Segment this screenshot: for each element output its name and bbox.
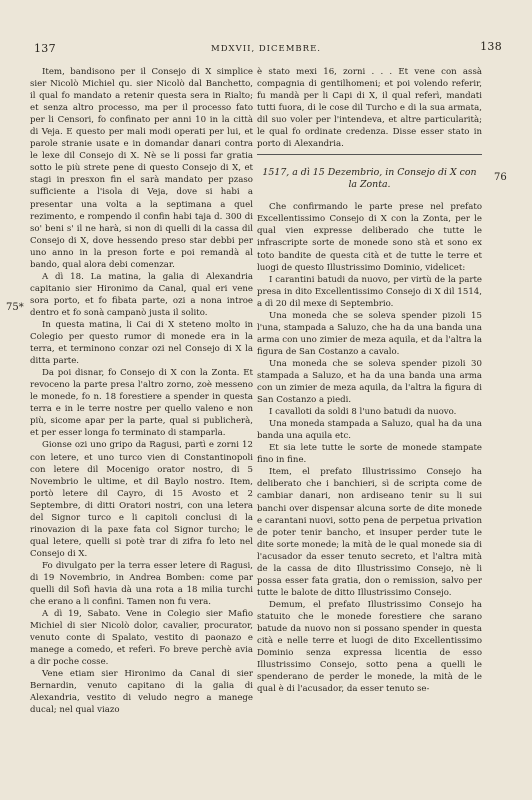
left-page-number: 137 (34, 42, 56, 55)
paragraph: Et sia lete tutte le sorte de monede stampate fino in fine. (257, 443, 482, 466)
paragraph: Da poi disnar, fo Consejo di X con la Zonta. Et revoceno la parte presa l'altro zorno, zoè messeno le monede, fo n. 18 forestiere a spender in questa terra e in le terre nostre per quello valeno e non più, sicome apar per la parte, qual si publicherà, et per esser longa fo terminato di stamparla. (30, 368, 253, 439)
section-divider (257, 154, 482, 155)
paragraph: Una moneda che se soleva spender pizoli 30 stampada a Saluzo, et ha da una banda una arma con un zimier de meza aquila, da l'altra la figura di San Costanzo a piedi. (257, 358, 482, 406)
right-margin-note: 76 (494, 172, 507, 183)
paragraph: Demum, el prefato Illustrissimo Consejo ha statuito che le monede forestiere che sarano batude da nuovo non si possano spender in questa cità e nelle terre et luogi de dito Excellentissimo Dominio senza expressa licentia de esso Illustrissimo Consejo, sotto pena a quelli le spenderano de perder le monede, la mità de le qual è di l'acusador, da esser tenuto se- (257, 599, 482, 695)
left-margin-note: 75* (6, 302, 24, 313)
paragraph: Vene etiam sier Hironimo da Canal di sier Bernardin, venuto capitano di la galia di Alexandria, vestito di veludo negro a manege ducal; nel qual viazo (30, 669, 253, 716)
paragraph: Fo divulgato per la terra esser letere di Ragusi, di 19 Novembrio, in Andrea Bomben: come par quelli dil Sofì havia dà una rota a 18 milia turchi che erano a li confini. Tamen non fu vera. (30, 560, 253, 608)
paragraph: A dì 18. La matina, la galia di Alexandria capitanio sier Hironimo da Canal, qual eri vene sora porto, et fo fibata parte, ozi a nona introe dentro et fo sonà campanò justa il solito. (30, 271, 253, 318)
paragraph: Che confirmando le parte prese nel prefato Excellentissimo Consejo di X con la Zonta, per le qual vien expresse deliberado che tutte le infrascripte sorte de monede sono stà et sono ex toto bandite de questa cità et de tutte le terre et luogi de questo Illustrissimo Dominio, videlicet: (257, 202, 482, 273)
right-column (257, 66, 482, 695)
paragraph: Una moneda stampada a Saluzo, qual ha da una banda una aquila etc. (257, 419, 482, 442)
paragraph: I carantini batudi da nuovo, per virtù de la parte presa in dito Excellentissimo Consejo di X dil 1514, a dì 20 dil mexe di Septembrio. (257, 274, 482, 309)
paragraph: Item, bandisono per il Consejo di X simplice sier Nicolò Michiel qu. sier Nicolò dal Banchetto, il qual fo mandato a retenir questa sera in Rialto; et senza altro processo, ma per il processo fato per li Censori, fo confinato per anni 10 in la città di Veja. E questo per mali modi operati per lui, et parole stranie usate e in domandar danari contra le lexe dil Consejo di X. Nè se li possi far gratia sotto le più strete pene di questo Consejo di X, et stagi in presxon fin el sarà mandato per pzaso sufficiente a l'isola di Veja, dove si habi a presentar una volta a la septimana a quel rezimento, e rompendo il confin habi taja d. 300 di so' beni s' il ne harà, si non di quelli di la cassa dil Consejo di X, dove hessendo preso star debbi per uno anno in la preson forte e poi remandà al bando, qual alora debi comenzar. (30, 67, 253, 270)
paragraph: Una moneda che se soleva spender pizoli 15 l'una, stampada a Saluzo, che ha da una banda una arma con uno zimier de meza aquila, et da l'altra la figura de San Costanzo a cavalo. (257, 310, 482, 357)
paragraph: I cavalloti da soldi 8 l'uno batudi da nuovo. (269, 407, 457, 418)
right-page-number: 138 (480, 40, 502, 53)
paragraph: Gionse ozi uno gripo da Ragusi, partì e zorni 12 con letere, et uno turco vien di Constantinopoli con letere dil Mocenigo orator nostro, di 5 Novembrio le ultime, et dil Baylo nostro. Item, portò letere dil Cayro, di 15 Avosto et 2 Septembre, di ditti Oratori nostri, con una letera del Signor turco e li capitoli conclusi di la rinovazion di la paxe fata col Signor turcho; le qual letere, quelli si potè trar di zifra fo leto nel Consejo di X. (30, 440, 253, 559)
paragraph: Item, el prefato Illustrissimo Consejo ha deliberato che i banchieri, sì de scripta come de cambiar danari, non ardiseano tenir su li sui banchi over dispensar alcuna sorte de dite monede e carantani nuovi, sotto pena de perpetua privation de poter tenir bancho, et insuper perder tute le dite sorte monede; la mità de le qual monede sia di l'acusador da esser tenuto secreto, et l'altra mità de la cassa de dito Illustrissimo Consejo, nè li possa esser fata gratia, don o remission, salvo per tutte le balote de ditto Illustrissimo Consejo. (257, 467, 482, 598)
paragraph: A dì 19, Sabato. Vene in Colegio sier Mafio Michiel di sier Nicolò dolor, cavalier, procurator, venuto conte di Spalato, vestito di paonazo e manege a comedo, et referì. Fo breve perchè avia a dir poche cosse. (30, 609, 253, 668)
section-heading: 1517, a dì 15 Dezembrio, in Consejo di X con la Zonta. (262, 167, 477, 191)
running-header-title: MDXVII, DICEMBRE. (211, 44, 321, 54)
left-column (30, 66, 253, 717)
paragraph: è stato mexi 16, zorni . . . Et vene con assà compagnia di gentilhomeni; et poi volendo referir, fu mandà per li Capi di X, il qual referì, mandati tutti fuora, di le cose dil Turcho e di la sua armata, dil suo voler per l'intendeva, et altre particularità; le qual fo ordinate credenza. Disse esser stato in porto di Alexandria. (257, 67, 482, 150)
paragraph: In questa matina, li Cai di X steteno molto in Colegio per questo rumor di monede era in la terra, et terminono conzar ozi nel Consejo di X la ditta parte. (30, 319, 253, 367)
